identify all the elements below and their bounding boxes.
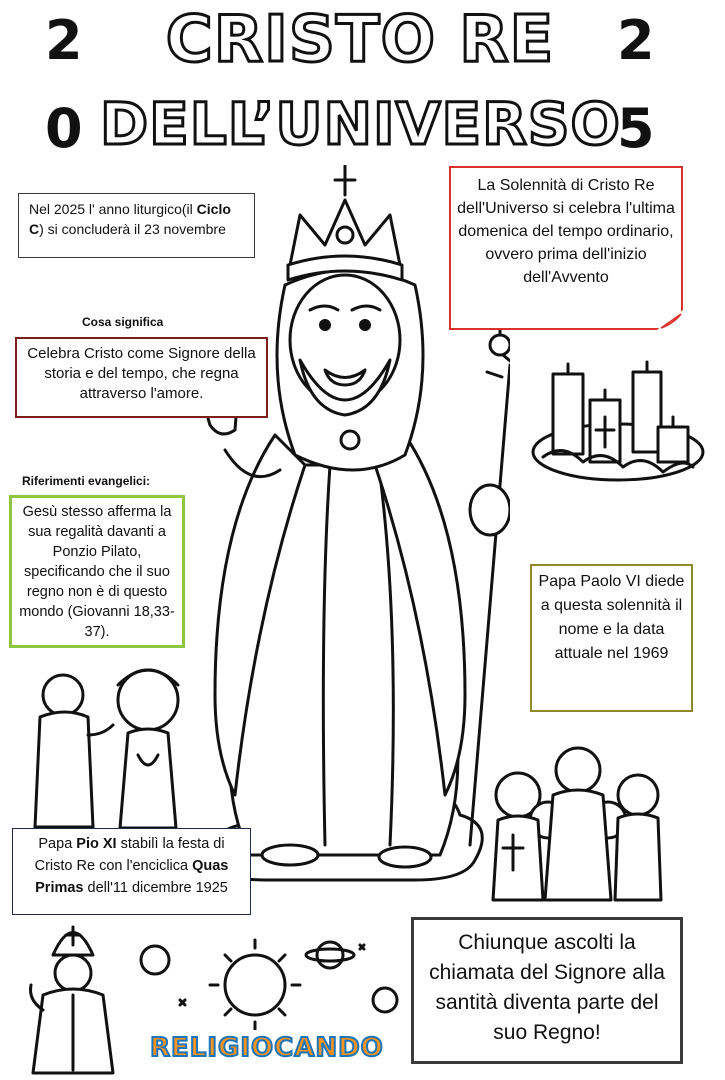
year-digit-2: 0 bbox=[45, 97, 83, 160]
significa-label: Cosa significa bbox=[82, 315, 164, 329]
ciclo-text-before: Nel 2025 l' anno liturgico(il bbox=[29, 201, 197, 217]
riferimenti-label: Riferimenti evangelici: bbox=[22, 474, 151, 488]
year-digit-3: 2 bbox=[617, 9, 655, 72]
folded-corner-icon bbox=[657, 310, 683, 330]
solennita-info-box bbox=[449, 166, 683, 330]
chiunque-text: Chiunque ascolti la chiamata del Signore alla santità diventa parte del suo Regno! bbox=[429, 931, 665, 1044]
page-title-line-1: CRISTO RE bbox=[165, 3, 555, 77]
advent-wreath-illustration bbox=[528, 352, 708, 482]
saints-group-illustration bbox=[488, 740, 663, 905]
religiocando-logo: RELIGIOCANDO bbox=[150, 1033, 384, 1063]
ciclo-info-box bbox=[18, 193, 255, 258]
solennita-text: La Solennità di Cristo Re dell'Universo si celebra l'ultima domenica del tempo ordinario, ovvero prima dell'inizio dell'Avvento bbox=[457, 177, 675, 286]
pio-text-3: dell'11 dicembre 1925 bbox=[83, 880, 228, 896]
pilate-jesus-illustration bbox=[18, 655, 188, 830]
year-digit-4: 5 bbox=[617, 97, 655, 160]
page-title-line-2: DELL’UNIVERSO bbox=[100, 90, 621, 158]
ciclo-bold: Ciclo C bbox=[29, 201, 231, 237]
year-digit-1: 2 bbox=[45, 9, 83, 72]
riferimenti-info-box bbox=[9, 495, 185, 648]
paolo-text: Papa Paolo VI diede a questa solennità il nome e la data attuale nel 1969 bbox=[538, 573, 685, 662]
pio-bold-1: Pio XI bbox=[76, 836, 117, 852]
pio-text-2: stabilì la festa di Cristo Re con l'enciclica bbox=[34, 836, 225, 874]
pio-bold-2: Quas Primas bbox=[35, 858, 229, 896]
planets-illustration bbox=[120, 930, 400, 1030]
significa-info-box bbox=[15, 337, 268, 418]
chiunque-info-box bbox=[411, 917, 683, 1064]
ciclo-text-after: ) si concluderà il 23 novembre bbox=[39, 221, 226, 237]
riferimenti-text: Gesù stesso afferma la sua regalità davanti a Ponzio Pilato, specificando che il suo regno non è di questo mondo (Giovanni 18,33-37). bbox=[19, 504, 175, 640]
pio-info-box bbox=[12, 828, 251, 915]
paolo-info-box bbox=[530, 564, 693, 712]
pope-pio-illustration bbox=[18, 915, 128, 1075]
pio-text-1: Papa bbox=[38, 836, 77, 852]
significa-text: Celebra Cristo come Signore della storia e del tempo, che regna attraverso l'amore. bbox=[27, 345, 256, 402]
